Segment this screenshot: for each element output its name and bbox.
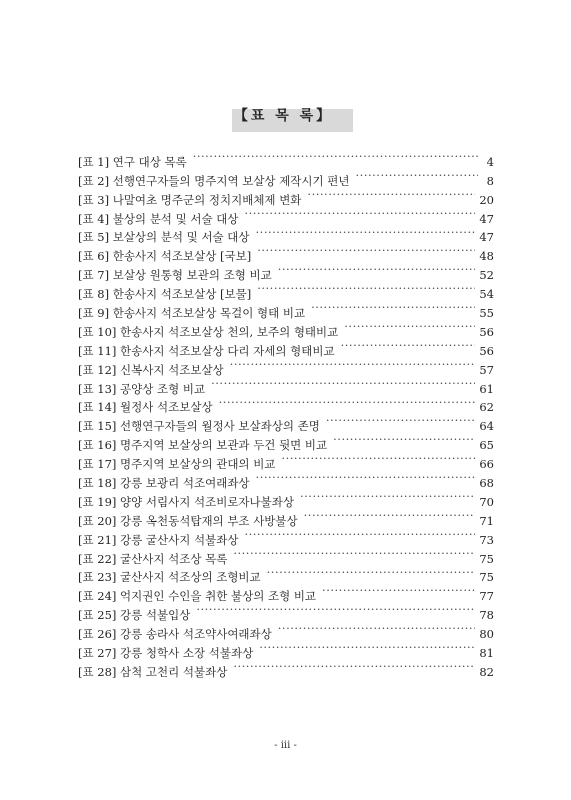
toc-entry-leader-dots bbox=[211, 374, 475, 393]
toc-entry-page-number: 57 bbox=[479, 362, 494, 377]
toc-entry-label: [표 8] 한송사지 석조보살상 [보물] bbox=[78, 287, 252, 302]
toc-entry-label: [표 6] 한송사지 석조보살상 [국보] bbox=[78, 249, 252, 264]
toc-entry-leader-dots bbox=[278, 260, 476, 279]
toc-entry-label: [표 27] 강릉 청학사 소장 석불좌상 bbox=[78, 646, 254, 661]
toc-entry-leader-dots bbox=[322, 581, 475, 600]
toc-entry-label: [표 16] 명주지역 보살상의 보관과 두건 뒷면 비교 bbox=[78, 438, 328, 453]
toc-entry-label: [표 14] 월정사 석조보살상 bbox=[78, 400, 213, 415]
toc-entry-label: [표 7] 보살상 원통형 보관의 조형 비교 bbox=[78, 268, 272, 283]
toc-entry[interactable] bbox=[78, 147, 494, 169]
toc-entry-leader-dots bbox=[244, 525, 475, 544]
toc-entry-page-number: 80 bbox=[479, 627, 494, 642]
toc-entry-label: [표 20] 강릉 옥천동석탑재의 부조 사방불상 bbox=[78, 513, 298, 528]
toc-entry-label: [표 19] 양양 서림사지 석조비로자나불좌상 bbox=[78, 494, 294, 509]
toc-entry-page-number: 52 bbox=[479, 268, 494, 283]
toc-entry-leader-dots bbox=[244, 204, 475, 223]
toc-entry-label: [표 2] 선행연구자들의 명주지역 보살상 제작시기 편년 bbox=[78, 173, 350, 188]
toc-entry-page-number: 48 bbox=[479, 249, 494, 264]
toc-entry-label: [표 23] 굴산사지 석조상의 조형비교 bbox=[78, 570, 261, 585]
page-number-footer: - iii - bbox=[274, 740, 297, 751]
toc-entry-leader-dots bbox=[356, 166, 478, 185]
title-container bbox=[0, 103, 571, 128]
page-title bbox=[224, 103, 347, 128]
toc-entry-leader-dots bbox=[281, 449, 475, 468]
toc-entry-label: [표 12] 신복사지 석조보살상 bbox=[78, 362, 224, 377]
toc-entry-page-number: 73 bbox=[479, 532, 494, 547]
toc-entry-label: [표 17] 명주지역 보살상의 관대의 비교 bbox=[78, 457, 276, 472]
toc-entry-leader-dots bbox=[230, 355, 476, 374]
toc-entry-leader-dots bbox=[196, 600, 475, 619]
toc-entry-page-number: 8 bbox=[486, 173, 494, 188]
toc-entry-label: [표 4] 불상의 분석 및 서술 대상 bbox=[78, 211, 239, 226]
toc-entry-leader-dots bbox=[256, 468, 476, 487]
toc-entry-label: [표 15] 선행연구자들의 월정사 보살좌상의 존명 bbox=[78, 419, 320, 434]
toc-entry-leader-dots bbox=[311, 298, 475, 317]
toc-entry-leader-dots bbox=[233, 544, 475, 563]
toc-entry-leader-dots bbox=[278, 619, 476, 638]
toc-entry-leader-dots bbox=[193, 147, 478, 166]
toc-entry-leader-dots bbox=[257, 241, 475, 260]
toc-entry-page-number: 47 bbox=[479, 230, 494, 245]
toc-entry-leader-dots bbox=[326, 411, 476, 430]
toc-entry-page-number: 54 bbox=[479, 287, 494, 302]
toc-entry-label: [표 10] 한송사지 석조보살상 천의, 보주의 형태비교 bbox=[78, 324, 339, 339]
toc-entry-label: [표 18] 강릉 보광리 석조여래좌상 bbox=[78, 476, 250, 491]
toc-entry-label: [표 3] 나말여초 명주군의 정치지배체제 변화 bbox=[78, 192, 302, 207]
toc-entry-label: [표 21] 강릉 굴산사지 석불좌상 bbox=[78, 532, 239, 547]
toc-entry-leader-dots bbox=[259, 638, 475, 657]
toc-entry-label: [표 28] 삼척 고천리 석불좌상 bbox=[78, 664, 228, 679]
toc-entry-leader-dots bbox=[333, 430, 475, 449]
toc-entry-label: [표 25] 강릉 석불입상 bbox=[78, 608, 191, 623]
toc-entry-page-number: 70 bbox=[479, 494, 494, 509]
toc-entry-label: [표 5] 보살상의 분석 및 서술 대상 bbox=[78, 230, 250, 245]
toc-entry-leader-dots bbox=[300, 487, 475, 506]
page-title-text: 【표 목 록】 bbox=[233, 108, 334, 124]
toc-entry-leader-dots bbox=[256, 223, 476, 242]
toc-entry-label: [표 22] 굴산사지 석조상 목록 bbox=[78, 551, 228, 566]
toc-entry-page-number: 65 bbox=[479, 438, 494, 453]
toc-entry-page-number: 77 bbox=[479, 589, 494, 604]
toc-entry-page-number: 64 bbox=[479, 419, 494, 434]
toc-entry-page-number: 61 bbox=[479, 381, 494, 396]
toc-entry-page-number: 4 bbox=[486, 154, 494, 169]
toc-entry-label: [표 1] 연구 대상 목록 bbox=[78, 154, 187, 169]
toc-entry-page-number: 75 bbox=[479, 551, 494, 566]
toc-entry-leader-dots bbox=[257, 279, 475, 298]
toc-entry-leader-dots bbox=[233, 657, 475, 676]
toc-entry-page-number: 66 bbox=[479, 457, 494, 472]
toc-entry-leader-dots bbox=[341, 336, 476, 355]
toc-entry-page-number: 78 bbox=[479, 608, 494, 623]
toc-entry-label: [표 26] 강릉 송라사 석조약사여래좌상 bbox=[78, 627, 272, 642]
toc-entry-page-number: 47 bbox=[479, 211, 494, 226]
toc-entry-label: [표 9] 한송사지 석조보살상 목걸이 형태 비교 bbox=[78, 306, 306, 321]
toc-entry-page-number: 75 bbox=[479, 570, 494, 585]
toc-entry-leader-dots bbox=[267, 563, 476, 582]
toc-entry-label: [표 13] 공양상 조형 비교 bbox=[78, 381, 206, 396]
toc-entry-label: [표 24] 억지권인 수인을 취한 불상의 조형 비교 bbox=[78, 589, 317, 604]
toc-entry-page-number: 55 bbox=[479, 306, 494, 321]
toc-entry-leader-dots bbox=[304, 506, 476, 525]
toc-entry-label: [표 11] 한송사지 석조보살상 다리 자세의 형태비교 bbox=[78, 343, 335, 358]
toc-entry-page-number: 68 bbox=[479, 476, 494, 491]
toc-entry-leader-dots bbox=[344, 317, 475, 336]
toc-entry-page-number: 62 bbox=[479, 400, 494, 415]
toc-entry-page-number: 71 bbox=[479, 513, 494, 528]
toc-entry-leader-dots bbox=[307, 185, 475, 204]
toc-entry-page-number: 20 bbox=[479, 192, 494, 207]
toc-entry-page-number: 56 bbox=[479, 324, 494, 339]
table-list bbox=[78, 147, 494, 679]
toc-entry-page-number: 81 bbox=[479, 646, 494, 661]
toc-entry-page-number: 82 bbox=[479, 664, 494, 679]
toc-entry-page-number: 56 bbox=[479, 343, 494, 358]
toc-entry-leader-dots bbox=[219, 393, 476, 412]
